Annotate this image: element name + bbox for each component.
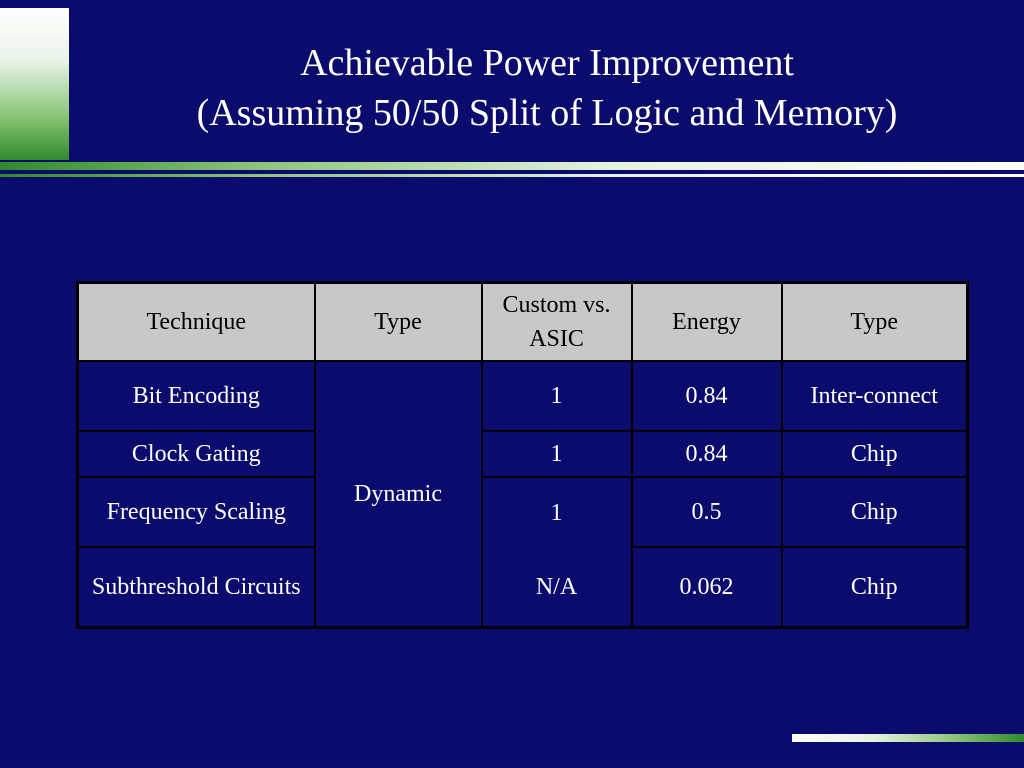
technique-cell: Subthreshold Circuits bbox=[78, 547, 315, 628]
table-row bbox=[78, 547, 968, 628]
energy-cell: 0.062 bbox=[632, 547, 782, 628]
technique-cell: Frequency Scaling bbox=[78, 477, 315, 547]
table-row bbox=[78, 477, 968, 547]
scope-type-cell: Inter-connect bbox=[782, 361, 968, 431]
scope-type-cell: Chip bbox=[782, 477, 968, 547]
title-divider-thick bbox=[0, 162, 1024, 170]
custom-vs-asic-cell: 1 bbox=[482, 477, 632, 547]
power-improvement-table bbox=[76, 281, 969, 629]
technique-cell: Clock Gating bbox=[78, 431, 315, 477]
custom-vs-asic-cell: 1 bbox=[482, 361, 632, 431]
header-type: Type bbox=[315, 283, 482, 362]
header-scope-type: Type bbox=[782, 283, 968, 362]
scope-type-cell: Chip bbox=[850, 574, 898, 600]
title-divider-thin bbox=[0, 174, 1024, 177]
footer-divider bbox=[792, 734, 1024, 742]
energy-cell: 0.5 bbox=[632, 477, 782, 547]
energy-cell: 0.84 bbox=[632, 361, 782, 431]
scope-type-cell: Chip bbox=[782, 431, 968, 477]
energy-cell: 0.84 bbox=[632, 431, 782, 477]
slide-title-line2: (Assuming 50/50 Split of Logic and Memory) bbox=[196, 92, 898, 134]
table-header-row bbox=[78, 283, 968, 362]
slide-title bbox=[70, 38, 1024, 138]
corner-decoration bbox=[0, 8, 69, 160]
header-energy: Energy bbox=[632, 283, 782, 362]
table-row bbox=[78, 431, 968, 477]
type-cell-merged: Dynamic bbox=[315, 361, 482, 628]
table-row bbox=[78, 361, 968, 431]
custom-vs-asic-cell: 1 bbox=[482, 431, 632, 477]
slide-title-line1: Achievable Power Improvement bbox=[300, 42, 794, 84]
header-custom-vs-asic: Custom vs. ASIC bbox=[482, 283, 632, 362]
header-technique: Technique bbox=[78, 283, 315, 362]
custom-vs-asic-cell: N/A bbox=[482, 547, 632, 628]
technique-cell: Bit Encoding bbox=[78, 361, 315, 431]
page-number: 40 bbox=[988, 742, 1004, 759]
